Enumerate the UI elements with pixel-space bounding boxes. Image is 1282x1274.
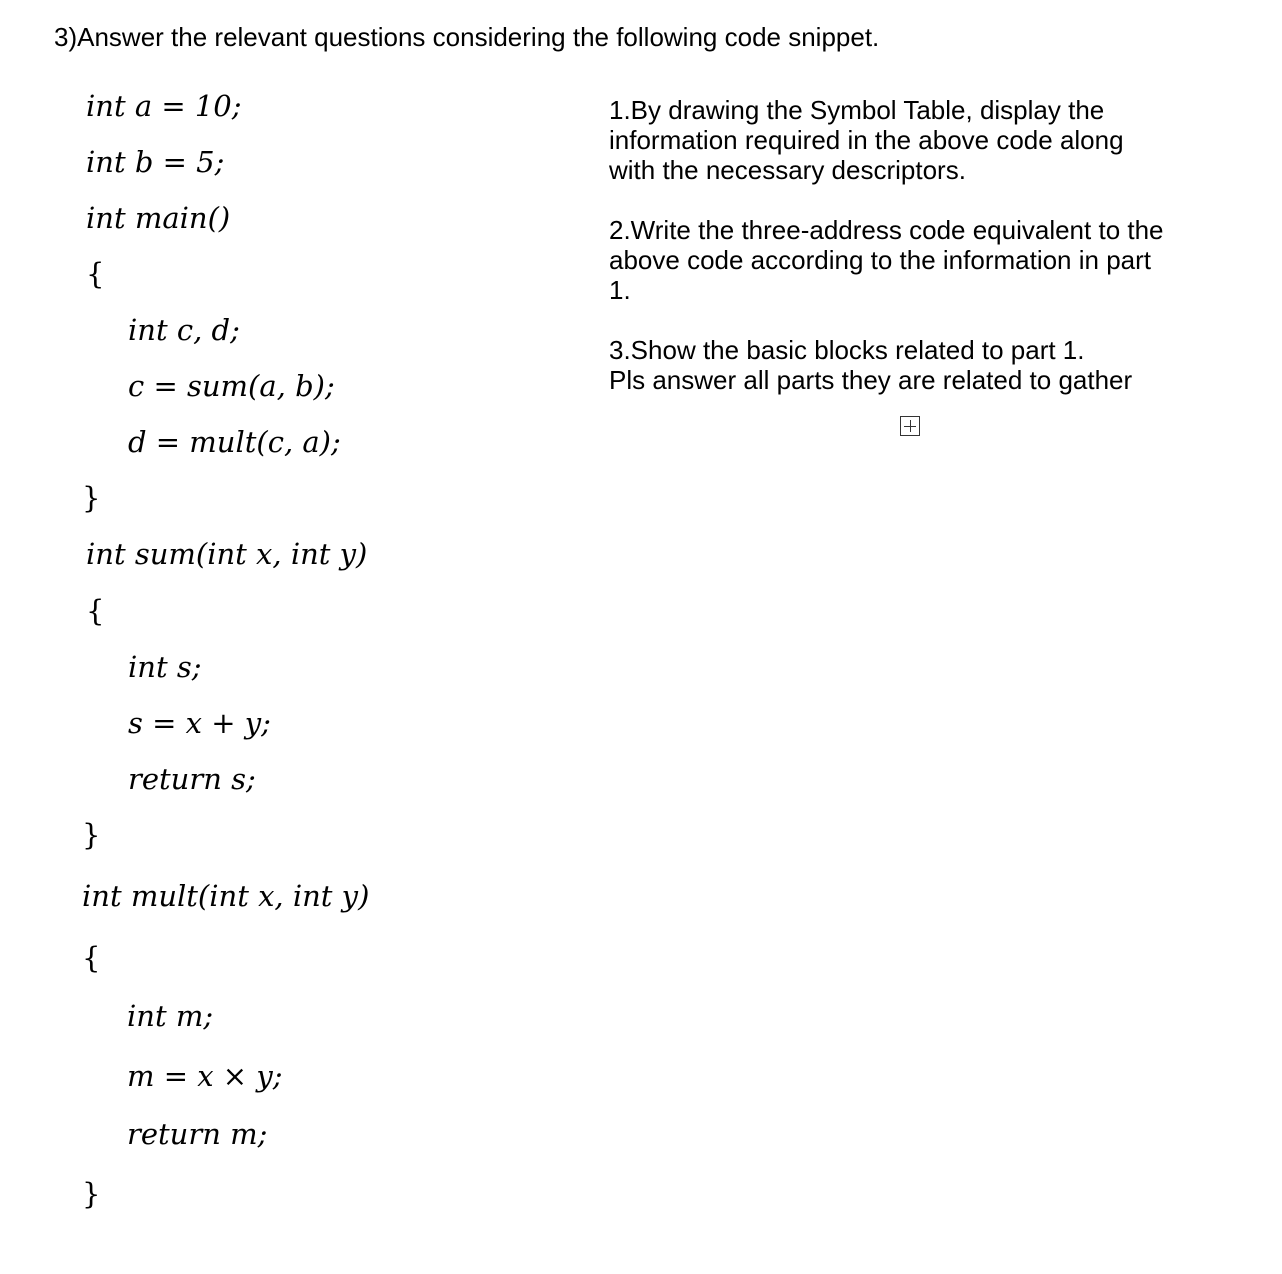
plus-square-icon[interactable] — [900, 416, 920, 436]
code-line: int m; — [127, 999, 214, 1033]
code-brace: { — [82, 941, 101, 975]
code-line: return m; — [127, 1117, 268, 1151]
code-line: int main() — [86, 201, 231, 235]
code-brace: { — [86, 257, 105, 291]
code-line: return s; — [128, 762, 256, 796]
question-heading: 3)Answer the relevant questions considering the following code snippet. — [54, 22, 880, 52]
code-line: m = x × y; — [127, 1059, 283, 1093]
question-3-line: Pls answer all parts they are related to gather — [609, 365, 1133, 395]
question-1-line: 1.By drawing the Symbol Table, display the — [609, 95, 1105, 125]
code-line: d = mult(c, a); — [128, 425, 341, 459]
code-line: int c, d; — [128, 313, 240, 347]
question-3 — [609, 335, 1132, 395]
code-line: s = x + y; — [128, 706, 271, 740]
question-1-line: information required in the above code along — [609, 125, 1124, 155]
code-line: int b = 5; — [86, 145, 225, 179]
code-brace: { — [86, 594, 105, 628]
code-brace: } — [82, 481, 101, 515]
question-2-line: 2.Write the three-address code equivalent to the — [609, 215, 1164, 245]
code-line: int mult(int x, int y) — [82, 879, 370, 913]
code-line: int a = 10; — [86, 89, 242, 123]
question-2-line: 1. — [609, 275, 631, 305]
code-brace: } — [82, 1177, 101, 1211]
question-1 — [609, 95, 1124, 185]
question-1-line: with the necessary descriptors. — [609, 155, 966, 185]
question-2 — [609, 215, 1164, 305]
question-3-line: 3.Show the basic blocks related to part 1. — [609, 335, 1085, 365]
code-line: c = sum(a, b); — [128, 369, 335, 403]
code-brace: } — [82, 818, 101, 852]
code-line: int sum(int x, int y) — [86, 537, 368, 571]
question-2-line: above code according to the information in part — [609, 245, 1152, 275]
code-line: int s; — [128, 650, 202, 684]
